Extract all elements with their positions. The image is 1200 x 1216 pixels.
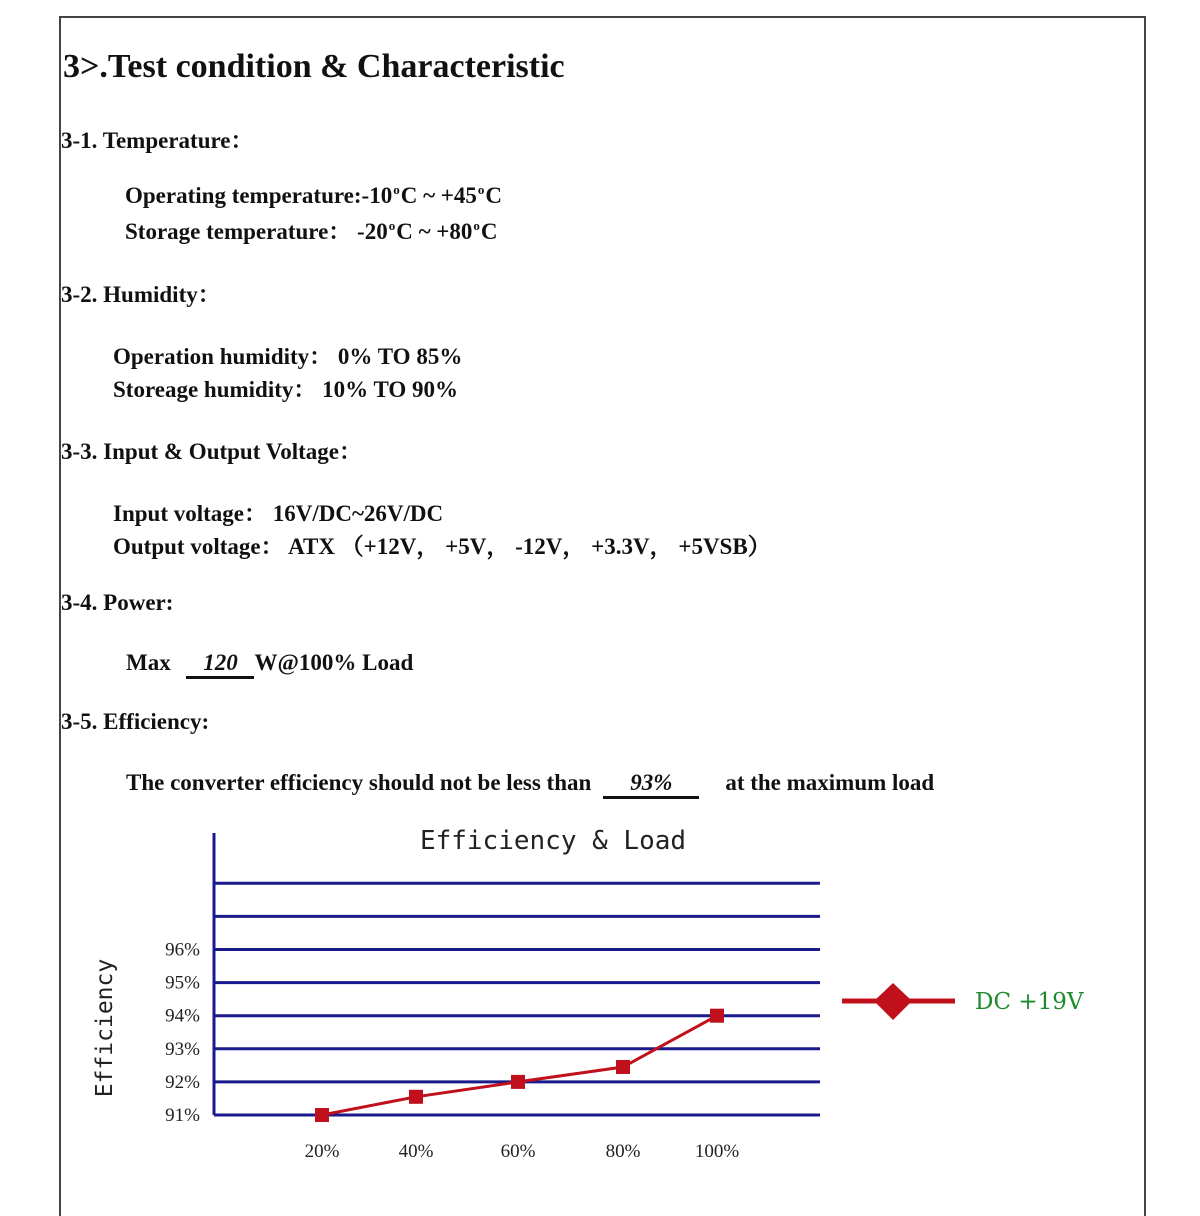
legend-marker [874, 983, 912, 1020]
storage-humidity: Storeage humidity： 10% TO 90% [113, 377, 459, 402]
x-tick-label: 60% [500, 1141, 536, 1162]
data-point [616, 1060, 630, 1074]
chart-legend [842, 983, 1084, 1020]
y-axis-label: Efficiency [92, 958, 118, 1098]
efficiency-value: 93% [603, 770, 699, 799]
operating-temperature: Operating temperature:-10$^o$C ~ $+45^oC$ [125, 182, 503, 208]
section-humidity-title: 3-2. Humidity： [61, 282, 221, 307]
series-dc-19v [315, 1009, 724, 1122]
section-efficiency-title: 3-5. Efficiency: [61, 709, 210, 734]
section-temperature-title: 3-1. Temperature： [61, 128, 254, 153]
y-tick-label: 91% [165, 1105, 200, 1126]
storage-temperature: Storage temperature： -20$^o$C ~ $+80^oC$ [125, 218, 498, 244]
page-title: 3>.Test condition & Characteristic [63, 48, 565, 85]
y-tick-label: 94% [165, 1005, 200, 1027]
legend-label: DC +19V [975, 989, 1084, 1015]
section-power-title: 3-4. Power: [61, 590, 174, 615]
input-voltage: Input voltage： 16V/DC~26V/DC [113, 501, 444, 526]
max-power-value: 120 [186, 650, 254, 679]
max-power: Max 120 W@100% Load [126, 650, 413, 679]
y-tick-label: 95% [165, 972, 200, 994]
data-point [511, 1075, 525, 1089]
y-tick-label: 96% [165, 939, 200, 961]
y-tick-labels [165, 940, 200, 1127]
operation-humidity: Operation humidity： 0% TO 85% [113, 344, 463, 369]
output-voltage: Output voltage： ATX （+12V， +5V， -12V， +3.3V， +5VSB） [113, 534, 771, 559]
data-point [315, 1108, 329, 1122]
series-line [322, 1016, 717, 1115]
y-tick-label: 93% [165, 1038, 200, 1060]
y-tick-label: 92% [165, 1071, 200, 1093]
x-tick-label: 40% [398, 1141, 434, 1162]
x-tick-label: 20% [304, 1141, 340, 1162]
x-tick-label: 100% [694, 1141, 740, 1162]
x-tick-labels [305, 1141, 740, 1162]
chart-title: Efficiency & Load [419, 826, 687, 856]
x-tick-label: 80% [605, 1141, 641, 1162]
data-point [710, 1009, 724, 1023]
section-voltage-title: 3-3. Input & Output Voltage： [61, 439, 362, 464]
data-point [409, 1090, 423, 1104]
efficiency-requirement: The converter efficiency should not be less than 93% at the maximum load [126, 770, 934, 799]
